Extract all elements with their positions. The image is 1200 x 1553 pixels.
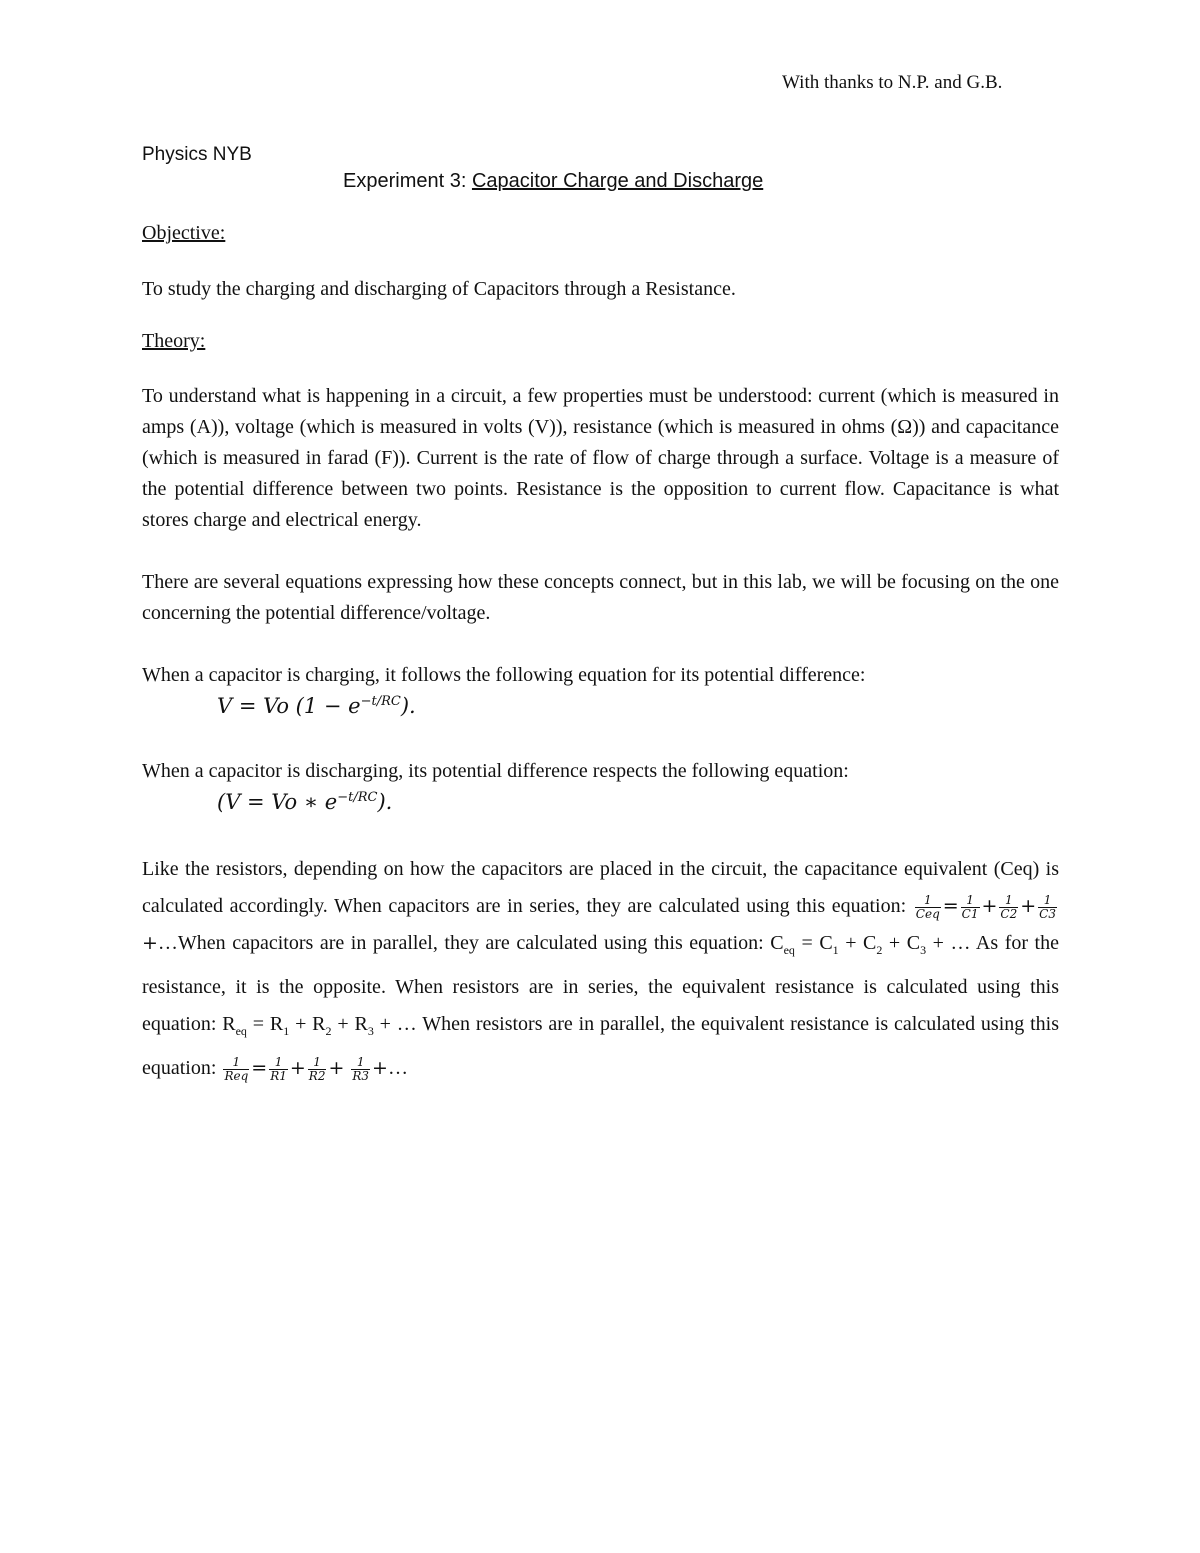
fraction-denominator: R3 [352, 1068, 370, 1083]
p3-text-d: + C [838, 932, 877, 954]
charging-intro: When a capacitor is charging, it follows the following equation for its potential difference: [142, 664, 866, 686]
discharging-equation-exponent: −t/RC [337, 790, 378, 805]
fraction-numerator: 1 [308, 1056, 327, 1070]
plus-sign: + [372, 1057, 388, 1079]
subscript-eq: eq [783, 943, 795, 957]
fraction-denominator: C3 [1039, 906, 1056, 921]
charging-equation-main: V = Vo (1 − e [217, 694, 361, 718]
subscript-3: 3 [367, 1024, 374, 1038]
discharging-equation [217, 790, 392, 814]
p3-text-i: + R [331, 1013, 368, 1035]
charging-equation-exponent: −t/RC [360, 694, 401, 709]
subscript-1: 1 [283, 1024, 290, 1038]
fraction-1-over-req [223, 1056, 249, 1083]
fraction-numerator: 1 [961, 894, 980, 908]
charging-equation-end: ). [400, 694, 416, 718]
course-name: Physics NYB [142, 144, 252, 165]
p3-text-h: + R [289, 1013, 326, 1035]
fraction-denominator: C2 [1000, 906, 1018, 921]
fraction-denominator: C1 [961, 906, 979, 921]
discharging-equation-end: ). [377, 790, 393, 814]
subscript-2: 2 [325, 1024, 332, 1038]
fraction-1-over-r3 [351, 1056, 370, 1083]
p3-text-c: = C [794, 932, 833, 954]
equals-sign: = [251, 1057, 268, 1079]
p3-text-f: + … As for the resistance, it is the opposite. When resistors are in series, the equivalent resistance is calculated using this equation: R [142, 932, 1059, 1035]
fraction-denominator: R1 [270, 1068, 287, 1083]
p3-text-j: + … When resistors are in parallel, the equivalent resistance is calculated using this equation: [142, 1013, 1060, 1079]
title-main: Capacitor Charge and Discharge [471, 170, 764, 192]
p3-text-a: Like the resistors, depending on how the capacitors are placed in the circuit, the capacitance equivalent (Ceq) is calculated accordingly. When capacitors are in series, they are calculated using this equation: [142, 858, 1059, 917]
p3-text-e: + C [882, 932, 921, 954]
acknowledgement: With thanks to N.P. and G.B. [782, 72, 1003, 93]
plus-sign: + [1020, 895, 1037, 917]
plus-sign: + [981, 895, 998, 917]
fraction-numerator: 1 [269, 1056, 288, 1070]
fraction-numerator: 1 [999, 894, 1018, 908]
fraction-numerator: 1 [1038, 894, 1057, 908]
theory-paragraph-3 [142, 851, 1059, 1087]
subscript-eq: eq [235, 1024, 247, 1038]
fraction-1-over-c1 [961, 894, 980, 921]
page-title [343, 170, 763, 193]
subscript-1: 1 [832, 943, 839, 957]
fraction-1-over-ceq [915, 894, 941, 921]
theory-paragraph-1: To understand what is happening in a circuit, a few properties must be understood: current (which is measured in amps (A)), voltage (which is measured in volts (V)), resistance (which is measured in ohms (Ω)) and capacitance (which is measured in farad (F)). Current is the rate of flow of charge through a surface. Voltage is a measure of the potential difference between two points. Resistance is the opposition to current flow. Capacitance is what stores charge and electrical energy. [142, 385, 1059, 531]
fraction-1-over-r2 [308, 1056, 327, 1083]
discharging-equation-main: (V = Vo ∗ e [217, 790, 338, 814]
theory-heading: Theory: [142, 330, 206, 352]
title-prefix: Experiment 3: [343, 170, 472, 192]
fraction-denominator: R2 [308, 1068, 326, 1083]
plus-sign: + [289, 1057, 306, 1079]
charging-equation [217, 694, 416, 718]
p3-text-b: …When capacitors are in parallel, they are calculated using this equation: C [157, 932, 784, 954]
fraction-1-over-c2 [999, 894, 1018, 921]
fraction-denominator: Ceq [915, 906, 940, 921]
objective-heading: Objective: [142, 222, 226, 244]
fraction-1-over-c3 [1038, 894, 1057, 921]
plus-sign: + [142, 932, 158, 954]
objective-text: To study the charging and discharging of Capacitors through a Resistance. [142, 278, 736, 300]
fraction-numerator: 1 [223, 1056, 249, 1070]
fraction-numerator: 1 [351, 1056, 370, 1070]
equals-sign: = [942, 895, 959, 917]
plus-sign: + [328, 1057, 345, 1079]
theory-paragraph-2: There are several equations expressing how these concepts connect, but in this lab, we will be focusing on the one concerning the potential difference/voltage. [142, 571, 1059, 624]
fraction-numerator: 1 [915, 894, 941, 908]
fraction-denominator: Req [224, 1068, 249, 1083]
subscript-2: 2 [876, 943, 883, 957]
discharging-intro: When a capacitor is discharging, its potential difference respects the following equation: [142, 760, 849, 782]
fraction-1-over-r1 [269, 1056, 288, 1083]
p3-text-end: … [387, 1057, 408, 1079]
subscript-3: 3 [920, 943, 927, 957]
p3-text-g: = R [246, 1013, 284, 1035]
